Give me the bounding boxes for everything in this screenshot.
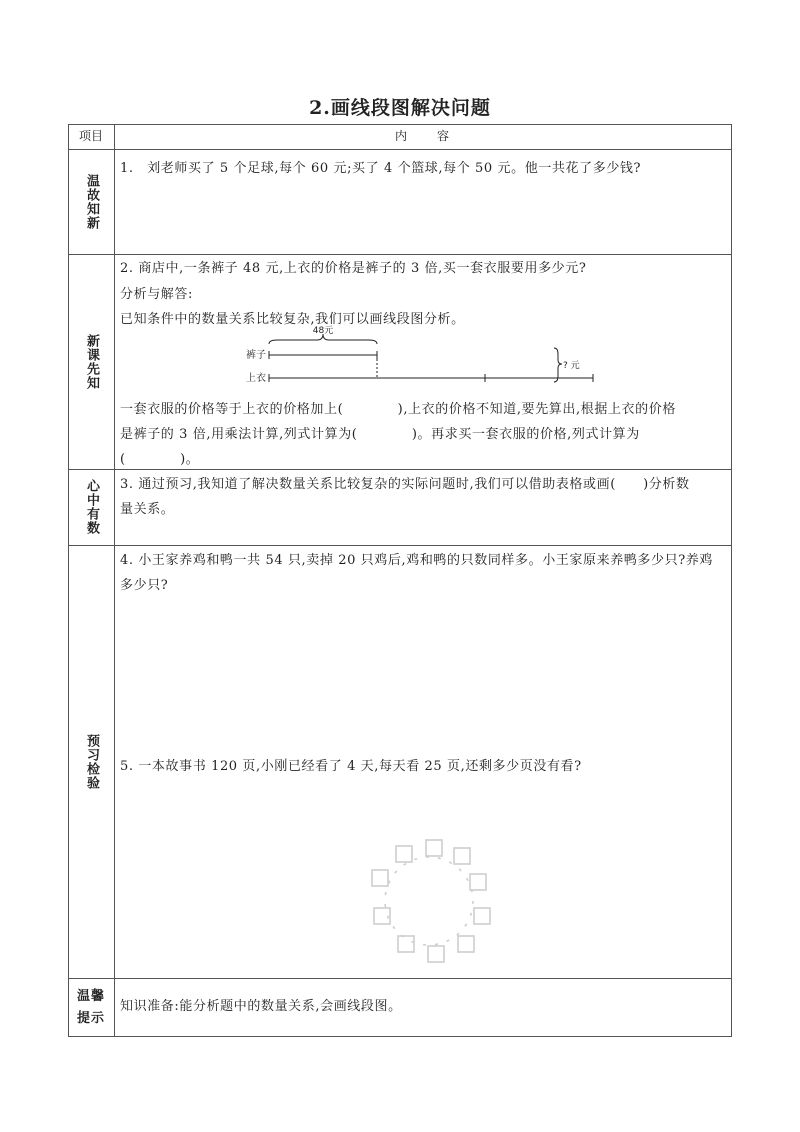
row-label-summary: 心中有数 (84, 479, 99, 535)
row-divider (68, 254, 732, 255)
question-2: 2. 商店中,一条裤子 48 元,上衣的价格是裤子的 3 倍,买一套衣服要用多少元? (120, 261, 587, 276)
column-divider (114, 124, 115, 1037)
pants-label: 裤子 (246, 350, 266, 361)
question-5: 5. 一本故事书 120 页,小刚已经看了 4 天,每天看 25 页,还剩多少页没有看? (120, 759, 582, 774)
row-divider (68, 978, 732, 979)
fill-in-line-1: 一套衣服的价格等于上衣的价格加上( ),上衣的价格不知道,要先算出,根据上衣的价格 (120, 402, 676, 417)
row-label-preview: 新课先知 (84, 333, 99, 390)
question-4-line-2: 多少只? (120, 578, 169, 593)
page-title: 2.画线段图解决问题 (309, 97, 491, 119)
table-border-right (731, 124, 732, 1037)
row-label-check: 预习检验 (84, 733, 99, 790)
analysis-title: 分析与解答: (120, 287, 193, 302)
total-label: ? 元 (563, 361, 580, 371)
question-4-line-1: 4. 小王家养鸡和鸭一共 54 只,卖掉 20 只鸡后,鸡和鸭的只数同样多。小王家原来养鸭多少只?养鸡 (120, 553, 713, 568)
fill-in-line-2: 是裤子的 3 倍,用乘法计算,列式计算为( )。再求买一套衣服的价格,列式计算为 (120, 427, 640, 442)
header-content: 内 容 (394, 129, 451, 143)
header-divider (68, 149, 732, 150)
row-label-review: 温故知新 (84, 173, 99, 230)
coat-label: 上衣 (246, 373, 266, 384)
question-3-line-2: 量关系。 (120, 502, 175, 517)
question-1: 1. 刘老师买了 5 个足球,每个 60 元;买了 4 个篮球,每个 50 元。他一共花了多少钱? (120, 161, 642, 176)
fill-in-line-3: ( )。 (120, 452, 200, 467)
question-3-line-1: 3. 通过预习,我知道了解决数量关系比较复杂的实际问题时,我们可以借助表格或画( )分析数 (120, 477, 690, 492)
total-brace (554, 346, 594, 386)
analysis-intro: 已知条件中的数量关系比较复杂,我们可以画线段图分析。 (120, 312, 465, 327)
tips-text: 知识准备:能分析题中的数量关系,会画线段图。 (120, 999, 402, 1014)
header-item: 项目 (78, 129, 103, 143)
line-segment-diagram (246, 326, 590, 390)
row-label-tips: 温馨提示 (76, 989, 105, 1026)
watermark-stamp-icon (366, 838, 492, 964)
table-border-bottom (68, 1036, 732, 1037)
row-divider (68, 545, 732, 546)
pants-value: 48元 (312, 326, 334, 336)
